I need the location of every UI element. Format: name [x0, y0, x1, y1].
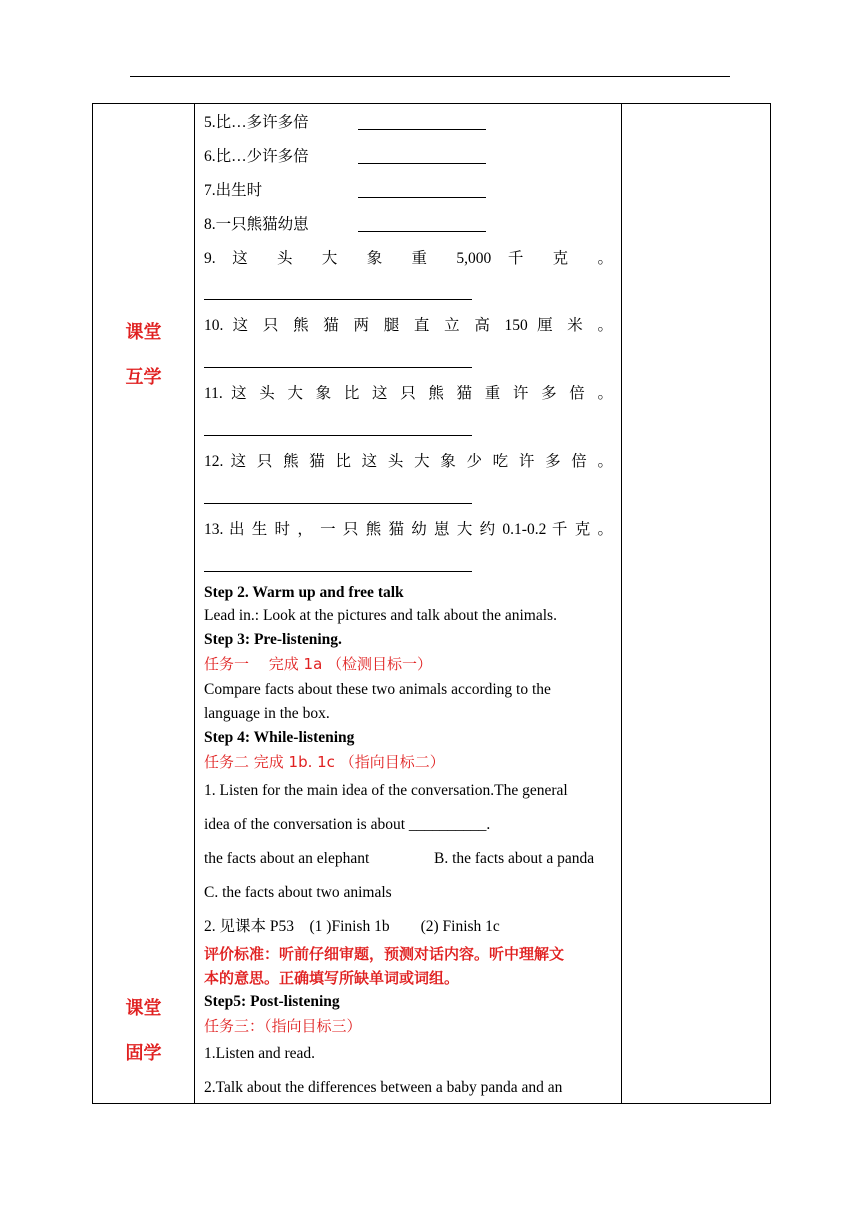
sentence-item: 10. 这 只 熊 猫 两 腿 直 立 高 150 厘 米 。: [204, 317, 613, 334]
notes-column: [622, 104, 771, 1104]
option-c: C. the facts about two animals: [204, 884, 392, 901]
option-a: the facts about an elephant: [204, 850, 370, 867]
answer-line: [204, 299, 472, 300]
step5-item1: 1.Listen and read.: [204, 1045, 316, 1062]
side-label-interactive-2: 互学: [125, 367, 162, 388]
phrase-blank: [358, 183, 486, 198]
phrase-item: [204, 147, 309, 167]
phrase-item: [204, 113, 309, 133]
phrase-item: [204, 181, 262, 201]
phrase-label: 8.一只熊猫幼崽: [204, 216, 309, 233]
evaluation-criteria-line2: 本的意思。正确填写所缺单词或词组。: [204, 969, 460, 987]
answer-line: [204, 435, 472, 436]
step4-question1-line1: 1. Listen for the main idea of the conversation.The general: [204, 782, 568, 799]
step5-item2: 2.Talk about the differences between a baby panda and an: [204, 1079, 563, 1096]
phrase-label: 7.出生时: [204, 182, 263, 199]
step4-title: Step 4: While-listening: [204, 729, 355, 746]
answer-line: [204, 503, 472, 504]
step2-title: Step 2. Warm up and free talk: [204, 584, 404, 601]
sentence-item: 11. 这 头 大 象 比 这 只 熊 猫 重 许 多 倍 。: [204, 385, 613, 402]
answer-line: [204, 571, 472, 572]
phrase-blank: [358, 115, 486, 130]
step3-text-line2: language in the box.: [204, 705, 330, 722]
step5-title: Step5: Post-listening: [204, 993, 340, 1010]
header-rule: [130, 76, 730, 77]
answer-line: [204, 367, 472, 368]
step5-task: 任务三：（指向目标三）: [204, 1017, 362, 1035]
phrase-blank: [358, 217, 486, 232]
evaluation-criteria-line1: 评价标准：听前仔细审题，预测对话内容。听中理解文: [204, 945, 565, 963]
side-label-consolidate-1: 课堂: [125, 998, 162, 1019]
step4-question1-line2: idea of the conversation is about __________.: [204, 816, 491, 833]
side-label-interactive-1: 课堂: [125, 322, 162, 343]
option-b: B. the facts about a panda: [434, 850, 595, 867]
sentence-item: 13. 出 生 时 ， 一 只 熊 猫 幼 崽 大 约 0.1-0.2 千 克 。: [204, 521, 613, 538]
phrase-label: 5.比…多许多倍: [204, 114, 309, 131]
side-label-consolidate-2: 固学: [125, 1043, 162, 1064]
phrase-blank: [358, 149, 486, 164]
phrase-label: 6.比…少许多倍: [204, 148, 309, 165]
phrase-item: [204, 215, 309, 235]
lesson-table: [92, 103, 771, 1104]
sentence-item: 9. 这 头 大 象 重 5,000 千 克 。: [204, 250, 613, 267]
step3-task: 任务一 完成 1a （检测目标一）: [204, 655, 433, 673]
step4-question2: 2. 见课本 P53 (1 )Finish 1b (2) Finish 1c: [204, 918, 500, 935]
step2-text: Lead in.: Look at the pictures and talk about the animals.: [204, 607, 557, 624]
sentence-item: 12. 这 只 熊 猫 比 这 头 大 象 少 吃 许 多 倍 。: [204, 453, 613, 470]
step3-title: Step 3: Pre-listening.: [204, 631, 342, 648]
side-label-column: [93, 104, 195, 1104]
content-column: [195, 104, 622, 1104]
step3-text-line1: Compare facts about these two animals according to the: [204, 681, 551, 698]
step4-task: 任务二 完成 1b. 1c （指向目标二）: [204, 753, 445, 771]
